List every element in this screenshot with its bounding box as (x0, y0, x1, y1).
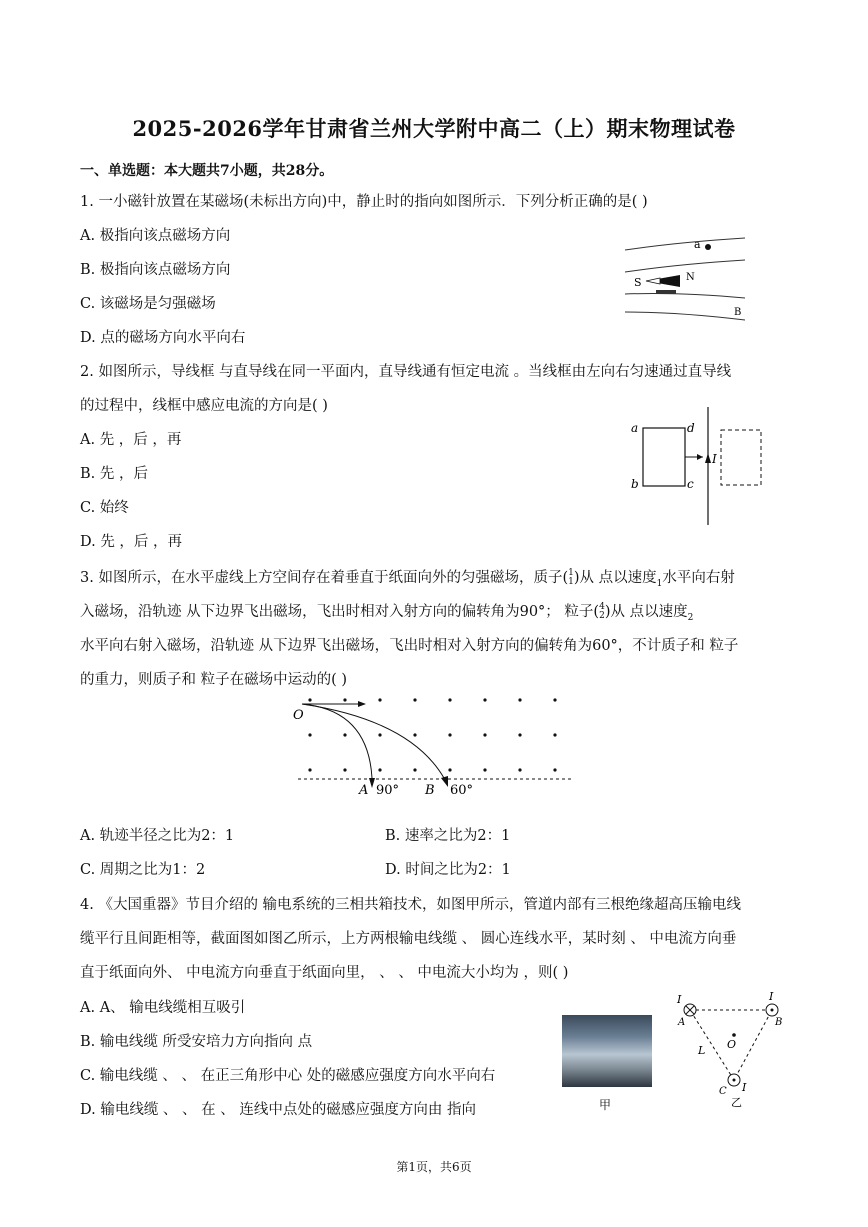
fig4-label-a: A (678, 1017, 686, 1028)
fig4-label-c: C (719, 1086, 727, 1097)
proton-charge-number: 1 (568, 577, 574, 587)
q2-option-d: D. 先 ，后 ，再 (80, 534, 183, 550)
q3-line2 (80, 602, 693, 628)
q2-stem-line1: 2. 如图所示，导线框 与直导线在同一平面内，直导线通有恒定电流 。当线框由左向右匀速通过直导线 (80, 364, 732, 380)
fig1-label-b: B (734, 307, 742, 318)
fig4-label-b: B (775, 1017, 783, 1028)
fig3-label-b: B (425, 783, 435, 798)
q1-option-a: A. 极指向该点磁场方向 (80, 228, 231, 244)
velocity-sub-2: 2 (687, 612, 694, 623)
fig-jia-label: 甲 (599, 1098, 612, 1112)
q3-line1-end: 水平向右射 (662, 570, 735, 586)
velocity-sub-1: 1 (656, 578, 663, 589)
q4-cable-cross-section-figure (672, 990, 792, 1110)
q1-option-d: D. 点的磁场方向水平向右 (80, 330, 246, 346)
cable-tunnel-photo (562, 1015, 652, 1087)
fig2-label-i: I (712, 452, 717, 466)
fig3-angle-b: 60° (450, 783, 474, 798)
trajectory-a (302, 704, 372, 778)
q3-option-c: C. 周期之比为1：2 (80, 862, 206, 878)
fig1-label-s: S (634, 276, 642, 289)
compass-needle-south (646, 278, 660, 284)
point-a-marker (705, 244, 711, 250)
q3-line1-text: 3. 如图所示，在水平虚线上方空间存在着垂直于纸面向外的匀强磁场，质子( (80, 570, 569, 586)
page-footer: 第1页，共6页 (396, 1160, 472, 1174)
fig2-label-c: c (687, 477, 694, 491)
q4-option-b: B. 输电线缆 所受安培力方向指向 点 (80, 1034, 313, 1050)
fig3-label-o: O (293, 708, 304, 723)
center-o (732, 1033, 736, 1037)
fig4-label-i1: I (677, 993, 682, 1006)
q3-option-d: D. 时间之比为2：1 (385, 862, 511, 878)
velocity-arrow (697, 454, 703, 460)
fig-yi-label: 乙 (731, 1096, 742, 1109)
fig2-label-b: b (631, 477, 639, 491)
q2-wire-frame-figure (625, 405, 775, 527)
q1-option-b: B. 极指向该点磁场方向 (80, 262, 231, 278)
fig2-label-d: d (687, 421, 695, 435)
q1-stem: 1. 一小磁针放置在某磁场(未标出方向)中，静止时的指向如图所示．下列分析正确的是( ) (80, 194, 648, 210)
q4-line2: 缆平行且间距相等，截面图如图乙所示，上方两根输电线缆 、 圆心连线水平，某时刻 、 中电流方向垂 (80, 931, 737, 947)
fig4-label-i3: I (742, 1081, 747, 1094)
fig1-label-a: a (694, 238, 701, 251)
fig3-label-a: A (359, 783, 369, 798)
q4-option-c: C. 输电线缆 、 、 在正三角形中心 处的磁感应强度方向水平向右 (80, 1068, 496, 1084)
fig2-label-a: a (631, 421, 639, 435)
wire-frame-abcd (643, 428, 685, 486)
frame-final-position (721, 430, 761, 485)
q3-line4: 的重力，则质子和 粒子在磁场中运动的( ) (80, 672, 348, 688)
q4-option-a: A. A、 输电线缆相互吸引 (80, 1000, 246, 1016)
q2-stem-line2: 的过程中，线框中感应电流的方向是( ) (80, 398, 328, 414)
q3-line2-mid: )从 点以速度 (604, 604, 688, 620)
q3-magnetic-field-figure (290, 690, 580, 802)
q4-line3: 直于纸面向外、 中电流方向垂直于纸面向里， 、 、 中电流大小均为 ，则( ) (80, 965, 569, 981)
proton-mass-number: 1 (568, 568, 574, 578)
q2-option-c: C. 始终 (80, 500, 129, 516)
field-dots (308, 698, 556, 771)
fig1-label-n: N (686, 272, 695, 283)
q3-line1-mid: )从 点以速度 (573, 570, 657, 586)
q3-line3: 水平向右射入磁场，沿轨迹 从下边界飞出磁场，飞出时相对入射方向的偏转角为60°，不计质子和 粒子 (80, 638, 739, 654)
page-title: 2025-2026学年甘肃省兰州大学附中高二（上）期末物理试卷 (132, 116, 736, 141)
q4-line1: 4. 《大国重器》节目介绍的 输电系统的三相共箱技术，如图甲所示，管道内部有三根绝缘超高压输电线 (80, 897, 742, 913)
fig3-angle-a: 90° (376, 783, 400, 798)
q2-option-a: A. 先 ，后 ，再 (80, 432, 182, 448)
trajectory-b (302, 704, 444, 778)
q2-option-b: B. 先 ，后 (80, 466, 148, 482)
fig4-label-i2: I (769, 990, 774, 1003)
q1-magnetic-field-figure (620, 228, 750, 326)
alpha-charge-number: 2 (599, 611, 605, 621)
alpha-mass-number: 4 (599, 602, 605, 612)
q4-option-d: D. 输电线缆 、 、 在 、 连线中点处的磁感应强度方向由 指向 (80, 1102, 476, 1118)
current-arrow (705, 453, 711, 463)
fig4-label-o: O (727, 1038, 737, 1051)
entry-velocity-arrow (358, 701, 366, 707)
q3-line1 (80, 568, 735, 594)
fig4-label-l: L (698, 1044, 706, 1057)
section-heading: 一、单选题：本大题共7小题，共28分。 (80, 163, 334, 179)
q3-option-a: A. 轨迹半径之比为2：1 (80, 828, 235, 844)
q1-option-c: C. 该磁场是匀强磁场 (80, 296, 216, 312)
q3-option-b: B. 速率之比为2：1 (385, 828, 511, 844)
q3-line2-text: 入磁场，沿轨迹 从下边界飞出磁场，飞出时相对入射方向的偏转角为90°； 粒子( (80, 604, 600, 620)
